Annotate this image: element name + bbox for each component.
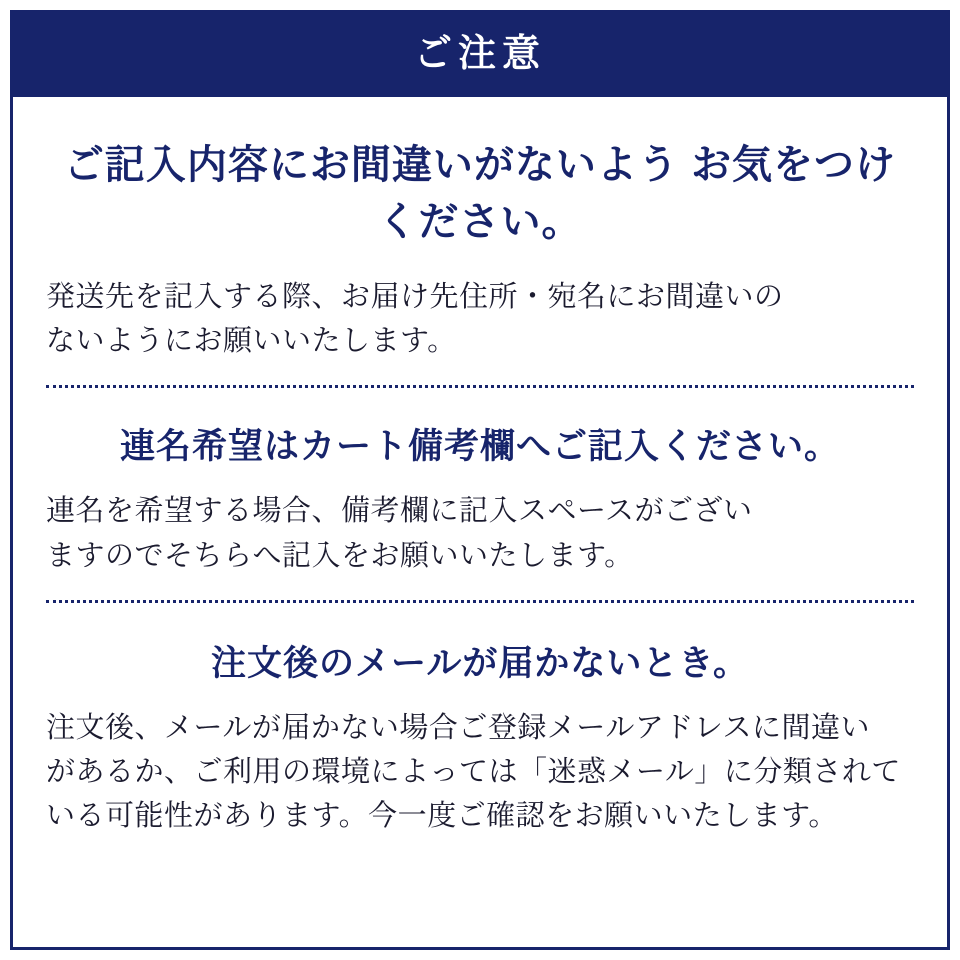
body-line: いる可能性があります。今一度ご確認をお願いいたします。 — [46, 800, 838, 833]
section-heading — [46, 422, 914, 472]
heading-line: 注文後のメールが届かないとき。 — [211, 643, 749, 683]
notice-section-email — [46, 603, 914, 849]
section-heading — [46, 137, 914, 251]
notice-section-joint-name — [46, 388, 914, 578]
page-title: ご注意 — [13, 13, 947, 97]
section-body — [46, 489, 914, 577]
notice-section-address — [46, 97, 914, 363]
section-body — [46, 275, 914, 363]
section-body — [46, 706, 914, 838]
body-line: 発送先を記入する際、お届け先住所・宛名にお間違いの — [46, 280, 784, 313]
body-line: ますのでそちらへ記入をお願いいたします。 — [46, 539, 634, 572]
body-line: 注文後、メールが届かない場合ご登録メールアドレスに間違い — [46, 712, 870, 745]
body-line: ないようにお願いいたします。 — [46, 324, 457, 357]
page-content — [13, 13, 947, 947]
heading-line: 連名希望はカート備考欄へご記入ください。 — [119, 426, 840, 466]
heading-line: ご記入内容にお間違いがないよう — [63, 143, 679, 187]
heading-line: お気をつけください。 — [377, 143, 897, 244]
body-line: があるか、ご利用の環境によっては「迷惑メール」に分類されて — [46, 756, 901, 789]
notice-body — [13, 97, 947, 947]
section-heading — [46, 639, 914, 689]
body-line: 連名を希望する場合、備考欄に記入スペースがござい — [46, 495, 753, 528]
